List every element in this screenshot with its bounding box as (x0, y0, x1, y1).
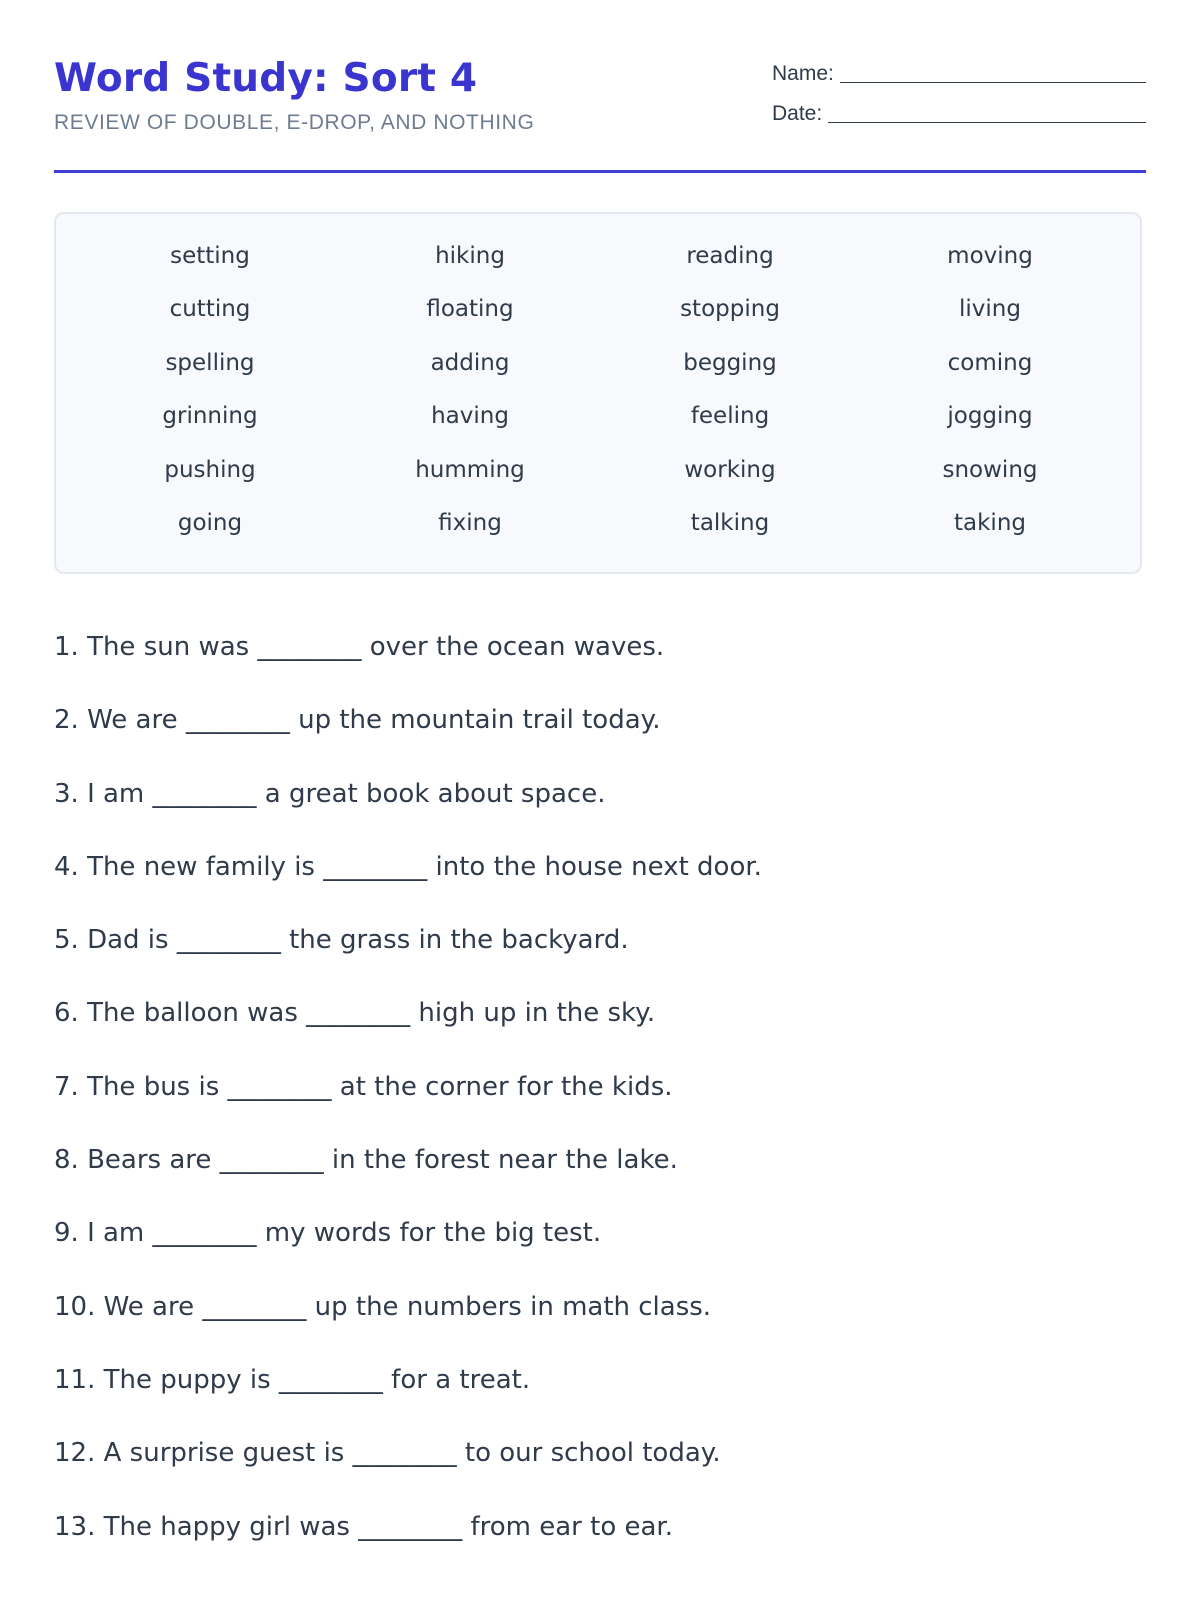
word-bank-item: snowing (942, 456, 1038, 483)
word-bank-item: having (431, 403, 509, 430)
date-field[interactable] (772, 102, 1146, 126)
name-label: Name: (772, 62, 834, 85)
word-bank-item: begging (683, 349, 777, 376)
sentence-item: 6. The balloon was ________ high up in the sky. (54, 998, 656, 1029)
name-line[interactable] (840, 64, 1146, 83)
word-bank-item: hiking (435, 243, 505, 269)
word-bank-item: fixing (438, 509, 502, 536)
word-bank-item: feeling (690, 403, 770, 430)
sentence-item: 3. I am ________ a great book about space. (54, 778, 606, 809)
word-bank-item: working (684, 456, 776, 483)
sentence-item: 7. The bus is ________ at the corner for the kids. (54, 1071, 673, 1102)
word-grid (80, 236, 1120, 556)
sentence-item: 13. The happy girl was ________ from ear to ear. (54, 1511, 673, 1542)
word-bank-item: talking (690, 509, 770, 536)
word-bank-item: floating (426, 296, 514, 323)
sentence-item: 8. Bears are ________ in the forest near the lake. (54, 1145, 678, 1176)
word-bank-item: grinning (162, 403, 258, 430)
sentence-item: 5. Dad is ________ the grass in the backyard. (54, 925, 629, 956)
sentence-item: 2. We are ________ up the mountain trail today. (54, 705, 661, 736)
word-bank-item: taking (954, 509, 1026, 536)
sentence-item: 9. I am ________ my words for the big test. (54, 1218, 602, 1249)
word-bank-item: reading (686, 243, 774, 269)
worksheet-subtitle: REVIEW OF DOUBLE, E-DROP, AND NOTHING (54, 111, 535, 134)
sentence-item: 11. The puppy is ________ for a treat. (54, 1364, 531, 1395)
date-label: Date: (772, 102, 823, 125)
name-field[interactable] (772, 62, 1146, 86)
sentence-item: 10. We are ________ up the numbers in math class. (54, 1291, 712, 1322)
worksheet-title: Word Study: Sort 4 (54, 56, 478, 101)
sentence-item: 12. A surprise guest is ________ to our school today. (54, 1438, 721, 1469)
word-bank-item: stopping (680, 296, 780, 323)
sentence-item: 4. The new family is ________ into the house next door. (54, 851, 762, 882)
word-bank-item: living (959, 296, 1021, 323)
worksheet-page (54, 0, 1146, 1542)
word-bank-item: cutting (169, 296, 251, 323)
word-bank-item: adding (430, 349, 510, 376)
sentence-item: 1. The sun was ________ over the ocean waves. (54, 632, 665, 662)
word-bank-item: moving (947, 243, 1033, 269)
word-bank-item: setting (170, 243, 250, 269)
word-bank-item: humming (415, 456, 525, 483)
word-bank-item: pushing (164, 456, 256, 483)
word-bank-item: jogging (947, 403, 1033, 430)
word-bank-item: going (177, 509, 243, 536)
word-bank-item: spelling (165, 349, 255, 376)
word-bank (54, 212, 1142, 574)
sentence-list (54, 630, 1146, 1583)
word-bank-item: coming (947, 349, 1033, 376)
worksheet-header (54, 0, 1146, 173)
date-line[interactable] (828, 104, 1146, 123)
